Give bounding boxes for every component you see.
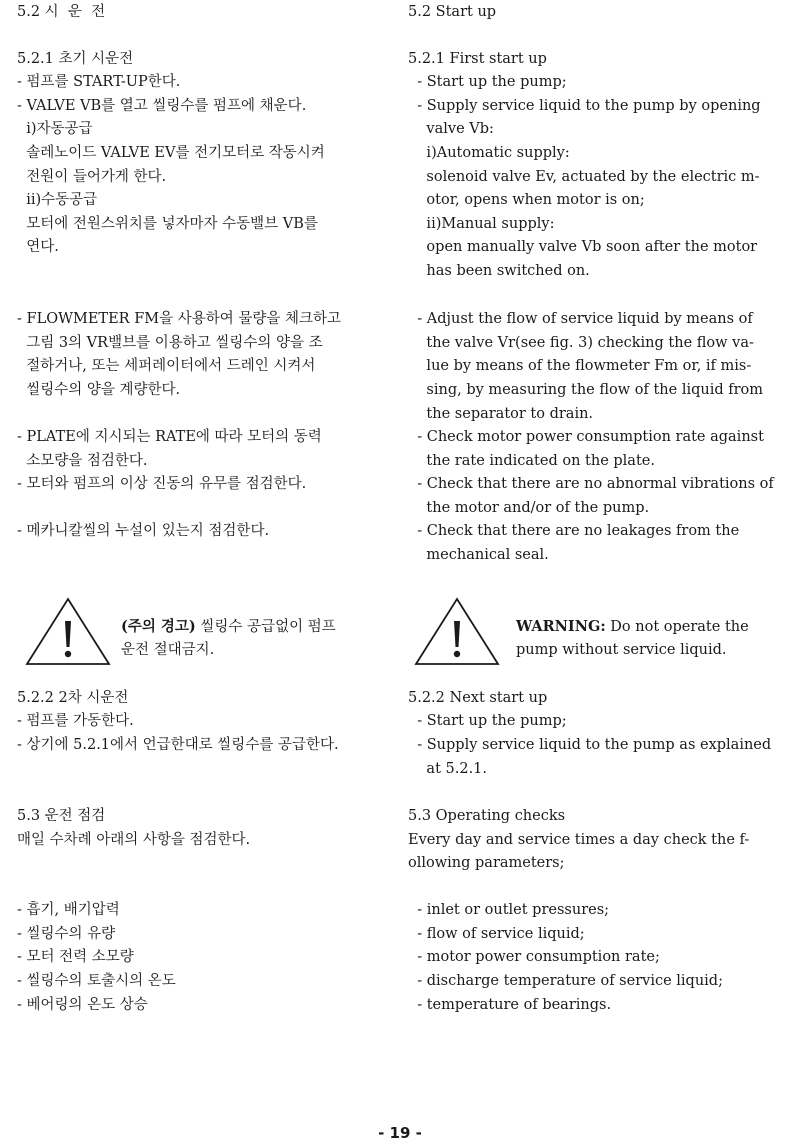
- text-line: open manually valve Vb soon after the motor: [408, 239, 758, 255]
- warning-text-line-1-ko: [121, 617, 336, 637]
- text-line: 씰링수의 양을 계량한다.: [17, 382, 181, 398]
- page-number: - 19 -: [378, 1124, 422, 1142]
- text-line: - Adjust the flow of service liquid by means of: [408, 311, 753, 327]
- list-item: - 모터 전력 소모량: [17, 949, 134, 965]
- warning-text-line-2-en: pump without service liquid.: [516, 642, 727, 658]
- list-item: - 베어링의 온도 상승: [17, 997, 148, 1013]
- text-line: valve Vb:: [408, 121, 494, 137]
- section-heading-5-2-en: 5.2 Start up: [408, 4, 497, 20]
- text-line: - Start up the pump;: [408, 713, 567, 729]
- text-line: - Start up the pump;: [408, 74, 567, 90]
- text-line: - Supply service liquid to the pump by opening: [408, 98, 761, 114]
- text-line: mechanical seal.: [408, 547, 549, 563]
- warning-label-en: WARNING:: [516, 618, 606, 635]
- text-line: Every day and service times a day check the f-: [408, 832, 750, 848]
- text-line: ii)Manual supply:: [408, 216, 555, 232]
- warning-text-en: Do not operate the: [605, 619, 749, 635]
- section-heading-5-3-en: 5.3 Operating checks: [408, 808, 566, 824]
- section-heading-5-2-1-en: 5.2.1 First start up: [408, 51, 547, 67]
- warning-text-line-1-en: [516, 617, 749, 637]
- warning-triangle-icon: [414, 597, 500, 667]
- section-heading-5-2-2-ko: 5.2.2 2차 시운전: [17, 690, 129, 706]
- text-line: 전원이 들어가게 한다.: [17, 169, 167, 185]
- section-heading-5-2-ko: 5.2 시 운 전: [17, 4, 106, 20]
- list-item: - 씰링수의 유량: [17, 926, 116, 942]
- text-line: i)자동공급: [17, 121, 93, 137]
- list-item: - inlet or outlet pressures;: [408, 902, 610, 918]
- text-line: 매일 수차례 아래의 사항을 점검한다.: [17, 832, 251, 848]
- text-line: - Check motor power consumption rate against: [408, 429, 764, 445]
- list-item: - 흡기, 배기압력: [17, 902, 120, 918]
- text-line: - Supply service liquid to the pump as explained: [408, 737, 772, 753]
- text-line: lue by means of the flowmeter Fm or, if mis-: [408, 358, 752, 374]
- text-line: at 5.2.1.: [408, 761, 488, 777]
- warning-triangle-icon: [25, 597, 111, 667]
- text-line: has been switched on.: [408, 263, 590, 279]
- text-line: 소모량을 점검한다.: [17, 453, 148, 469]
- text-line: - Check that there are no leakages from the: [408, 523, 740, 539]
- list-item: - 씰링수의 토출시의 온도: [17, 973, 176, 989]
- text-line: the rate indicated on the plate.: [408, 453, 655, 469]
- text-line: ollowing parameters;: [408, 855, 565, 871]
- text-line: 연다.: [17, 239, 59, 255]
- warning-label-ko: (주의 경고): [121, 618, 196, 635]
- text-line: 절하거나, 또는 세퍼레이터에서 드레인 시켜서: [17, 358, 316, 374]
- text-line: - VALVE VB를 열고 씰링수를 펌프에 채운다.: [17, 98, 307, 114]
- list-item: - temperature of bearings.: [408, 997, 612, 1013]
- text-line: - 펌프를 START-UP한다.: [17, 74, 181, 90]
- text-line: solenoid valve Ev, actuated by the electric m-: [408, 169, 760, 185]
- text-line: - Check that there are no abnormal vibrations of: [408, 476, 774, 492]
- section-heading-5-2-2-en: 5.2.2 Next start up: [408, 690, 548, 706]
- list-item: - discharge temperature of service liquid;: [408, 973, 723, 989]
- text-line: ii)수동공급: [17, 192, 98, 208]
- list-item: - motor power consumption rate;: [408, 949, 660, 965]
- section-heading-5-3-ko: 5.3 운전 점검: [17, 808, 106, 824]
- text-line: 솔레노이드 VALVE EV를 전기모터로 작동시켜: [17, 145, 325, 161]
- text-line: the separator to drain.: [408, 406, 594, 422]
- text-line: the valve Vr(see fig. 3) checking the flow va-: [408, 335, 754, 351]
- text-line: - 펌프를 가동한다.: [17, 713, 134, 729]
- section-heading-5-2-1-ko: 5.2.1 초기 시운전: [17, 51, 134, 67]
- text-line: - FLOWMETER FM을 사용하여 물량을 체크하고: [17, 311, 342, 327]
- text-line: otor, opens when motor is on;: [408, 192, 645, 208]
- list-item: - flow of service liquid;: [408, 926, 585, 942]
- text-line: - PLATE에 지시되는 RATE에 따라 모터의 동력: [17, 429, 322, 445]
- text-line: the motor and/or of the pump.: [408, 500, 650, 516]
- warning-text-line-2-ko: 운전 절대금지.: [121, 642, 215, 658]
- warning-text-ko: 씰링수 공급없이 펌프: [195, 619, 336, 635]
- text-line: - 메카니칼씰의 누설이 있는지 점검한다.: [17, 523, 270, 539]
- text-line: sing, by measuring the flow of the liquid from: [408, 382, 764, 398]
- text-line: 그림 3의 VR밸브를 이용하고 씰링수의 양을 조: [17, 335, 323, 351]
- text-line: - 상기에 5.2.1에서 언급한대로 씰링수를 공급한다.: [17, 737, 339, 753]
- text-line: 모터에 전원스위치를 넣자마자 수동밸브 VB를: [17, 216, 318, 232]
- text-line: - 모터와 펌프의 이상 진동의 유무를 점검한다.: [17, 476, 307, 492]
- text-line: i)Automatic supply:: [408, 145, 570, 161]
